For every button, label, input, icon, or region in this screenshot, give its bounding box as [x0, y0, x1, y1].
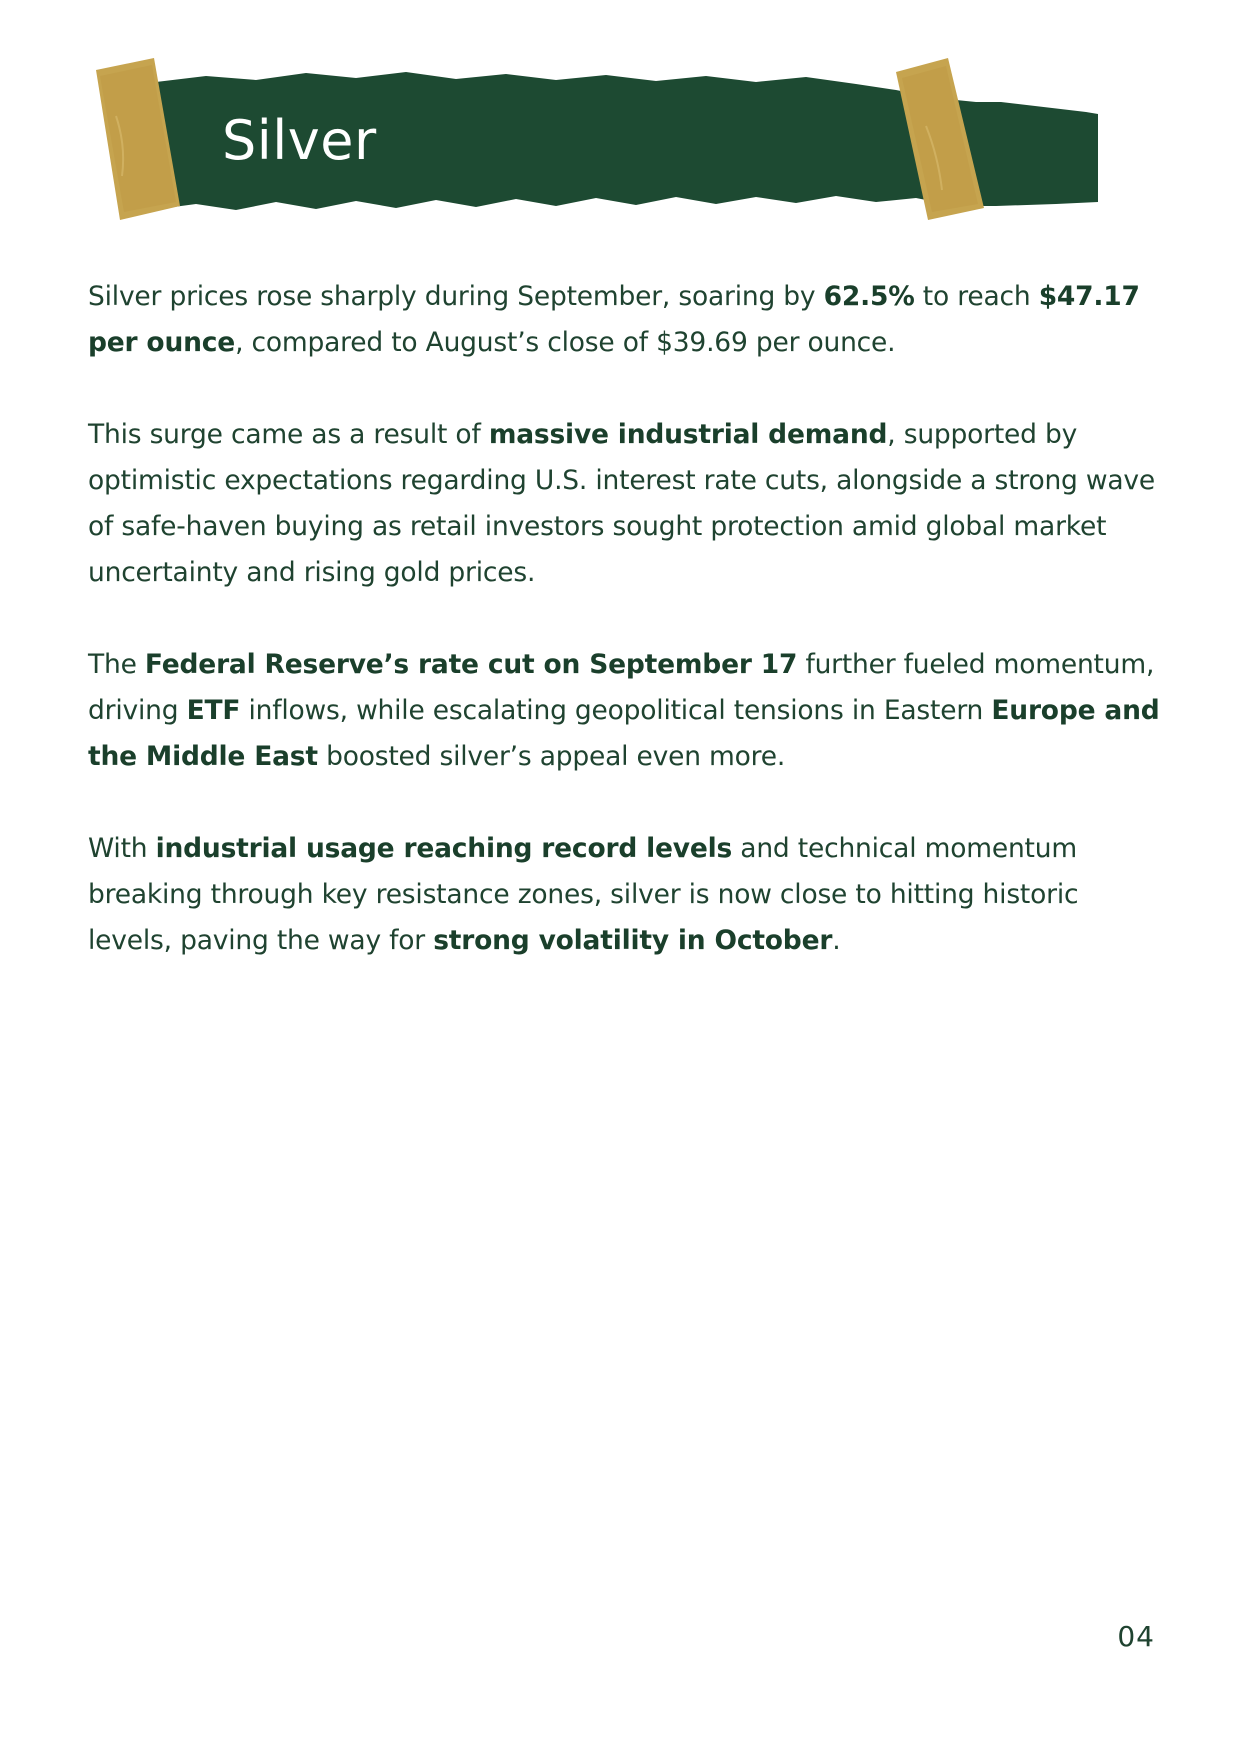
text-run: This surge came as a result of: [88, 419, 489, 450]
body-paragraph: [88, 274, 1168, 366]
text-run: inflows, while escalating geopolitical tensions in Eastern: [240, 695, 992, 726]
bold-text: massive industrial demand: [488, 419, 888, 450]
text-run: further fueled momentum, driving: [88, 649, 1155, 726]
bold-text: Federal Reserve’s rate cut on September 17: [144, 649, 798, 680]
body-paragraph: [88, 826, 1168, 964]
article-body: [88, 274, 1168, 1010]
text-run: With: [88, 833, 156, 864]
title-banner: [96, 56, 1106, 248]
body-paragraph: [88, 642, 1168, 780]
bold-text: 62.5%: [823, 281, 915, 312]
text-run: Silver prices rose sharply during September, soaring by: [88, 281, 824, 312]
bold-text: strong volatility in October: [433, 925, 833, 956]
bold-text: ETF: [186, 695, 241, 726]
text-run: , supported by optimistic expectations regarding U.S. interest rate cuts, alongside a strong wave of safe-haven buying as retail investors sought protection amid global market uncertainty and rising gold prices.: [88, 419, 1155, 588]
bold-text: Europe and the Middle East: [88, 695, 1160, 772]
text-run: boosted silver’s appeal even more.: [317, 741, 786, 772]
bold-text: industrial usage reaching record levels: [155, 833, 733, 864]
page-number: 04: [1117, 1620, 1155, 1653]
page-title: Silver: [222, 109, 377, 172]
text-run: .: [832, 925, 841, 956]
bold-text: $47.17 per ounce: [88, 281, 1140, 358]
text-run: and technical momentum breaking through key resistance zones, silver is now close to hitting historic levels, paving the way for: [88, 833, 1079, 956]
body-paragraph: [88, 412, 1168, 596]
text-run: to reach: [914, 281, 1039, 312]
text-run: The: [88, 649, 145, 680]
text-run: , compared to August’s close of $39.69 per ounce.: [235, 327, 896, 358]
